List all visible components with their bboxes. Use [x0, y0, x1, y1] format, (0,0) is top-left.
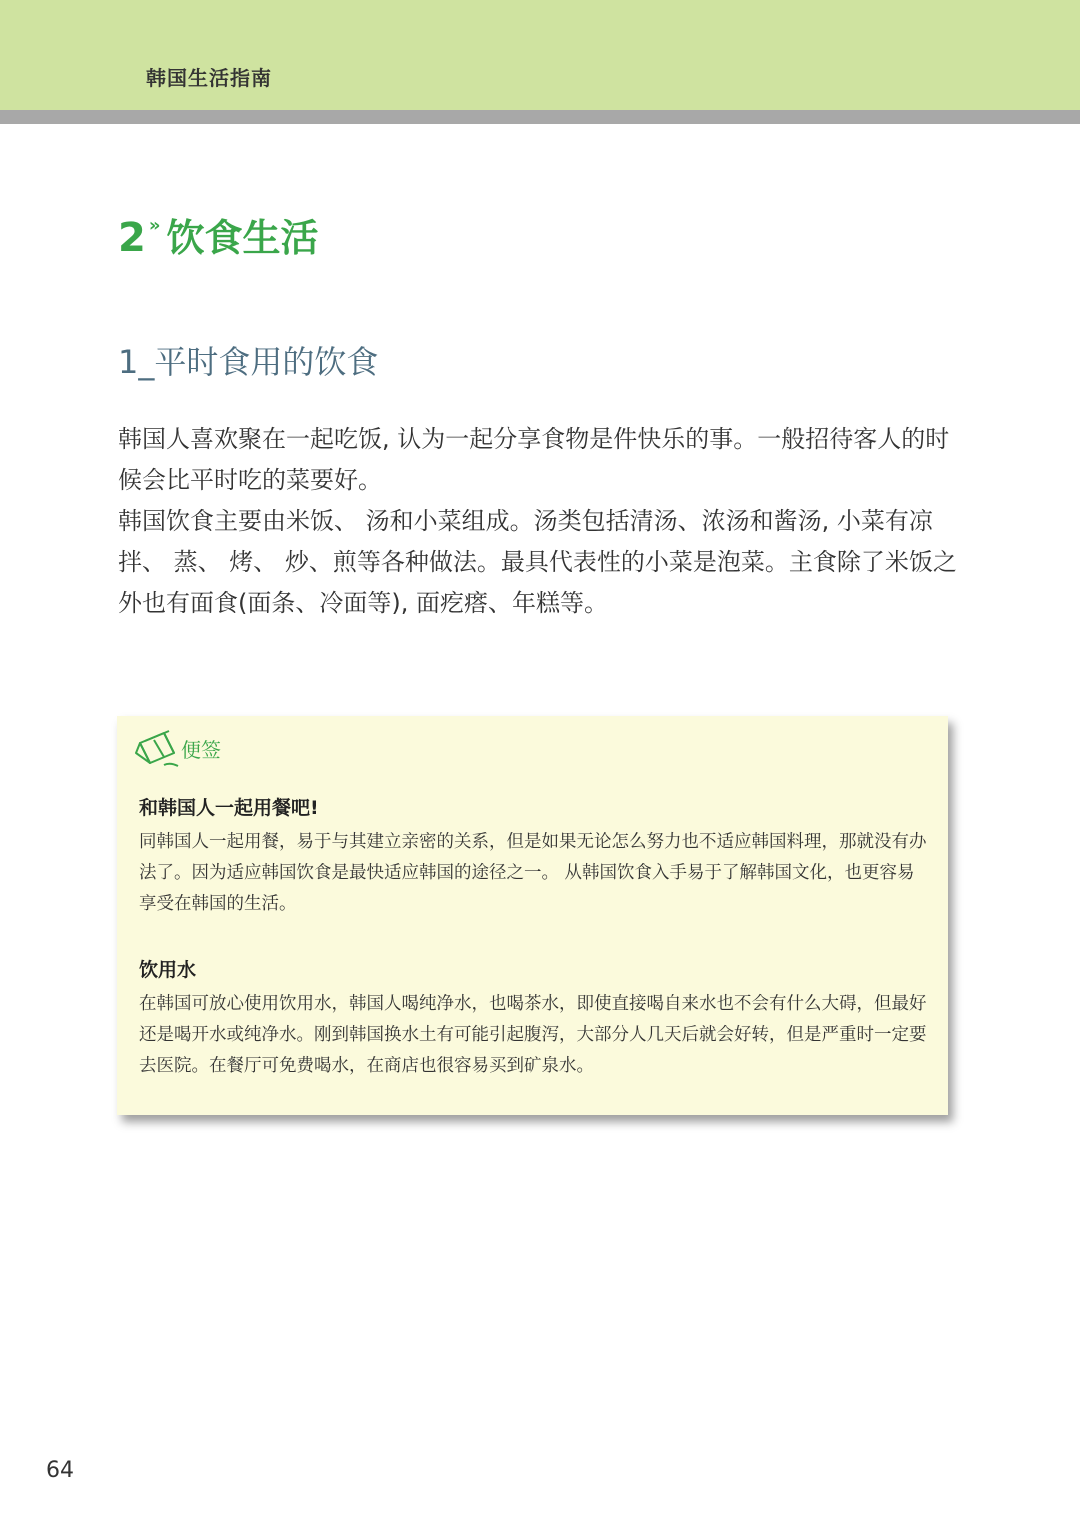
note-text: 同韩国人一起用餐，易于与其建立亲密的关系，但是如果无论怎么努力也不适应韩国料理，那就没有办法了。因为适应韩国饮食是最快适应韩国的途径之一。 从韩国饮食入手易于了解韩国文化，也更容易享受在韩国的生活。: [139, 832, 927, 914]
section-heading: 1_平时食用的饮食: [118, 343, 379, 381]
note-heading: 饮用水: [139, 959, 197, 981]
note-box: [117, 716, 948, 1115]
body-text: [118, 419, 958, 624]
note-heading: 和韩国人一起用餐吧!: [139, 797, 319, 819]
chapter-title: 饮食生活: [166, 216, 319, 260]
chapter-heading: [118, 214, 319, 262]
page-number: 64: [46, 1458, 74, 1483]
note-text: 在韩国可放心使用饮用水，韩国人喝纯净水，也喝茶水，即使直接喝自来水也不会有什么大碍，但最好还是喝开水或纯净水。刚到韩国换水土有可能引起腹泻，大部分人几天后就会好转，但是严重时一定要去医院。在餐厅可免费喝水，在商店也很容易买到矿泉水。: [139, 994, 927, 1076]
note-label: 便签: [181, 738, 221, 762]
chapter-marker: »: [148, 215, 161, 236]
body-paragraph: 韩国饮食主要由米饭、 汤和小菜组成。汤类包括清汤、浓汤和酱汤, 小菜有凉拌、 蒸、 烤、 炒、煎等各种做法。最具代表性的小菜是泡菜。主食除了米饭之外也有面食(面条、冷面等), 面疙瘩、年糕等。: [118, 507, 957, 617]
chapter-number: 2: [118, 215, 146, 261]
book-title: 韩国生活指南: [146, 66, 272, 90]
pencil-icon: [134, 729, 180, 769]
header-band: [0, 0, 1080, 110]
header-divider: [0, 110, 1080, 124]
body-paragraph: 韩国人喜欢聚在一起吃饭, 认为一起分享食物是件快乐的事。一般招待客人的时候会比平时吃的菜要好。: [118, 425, 950, 494]
